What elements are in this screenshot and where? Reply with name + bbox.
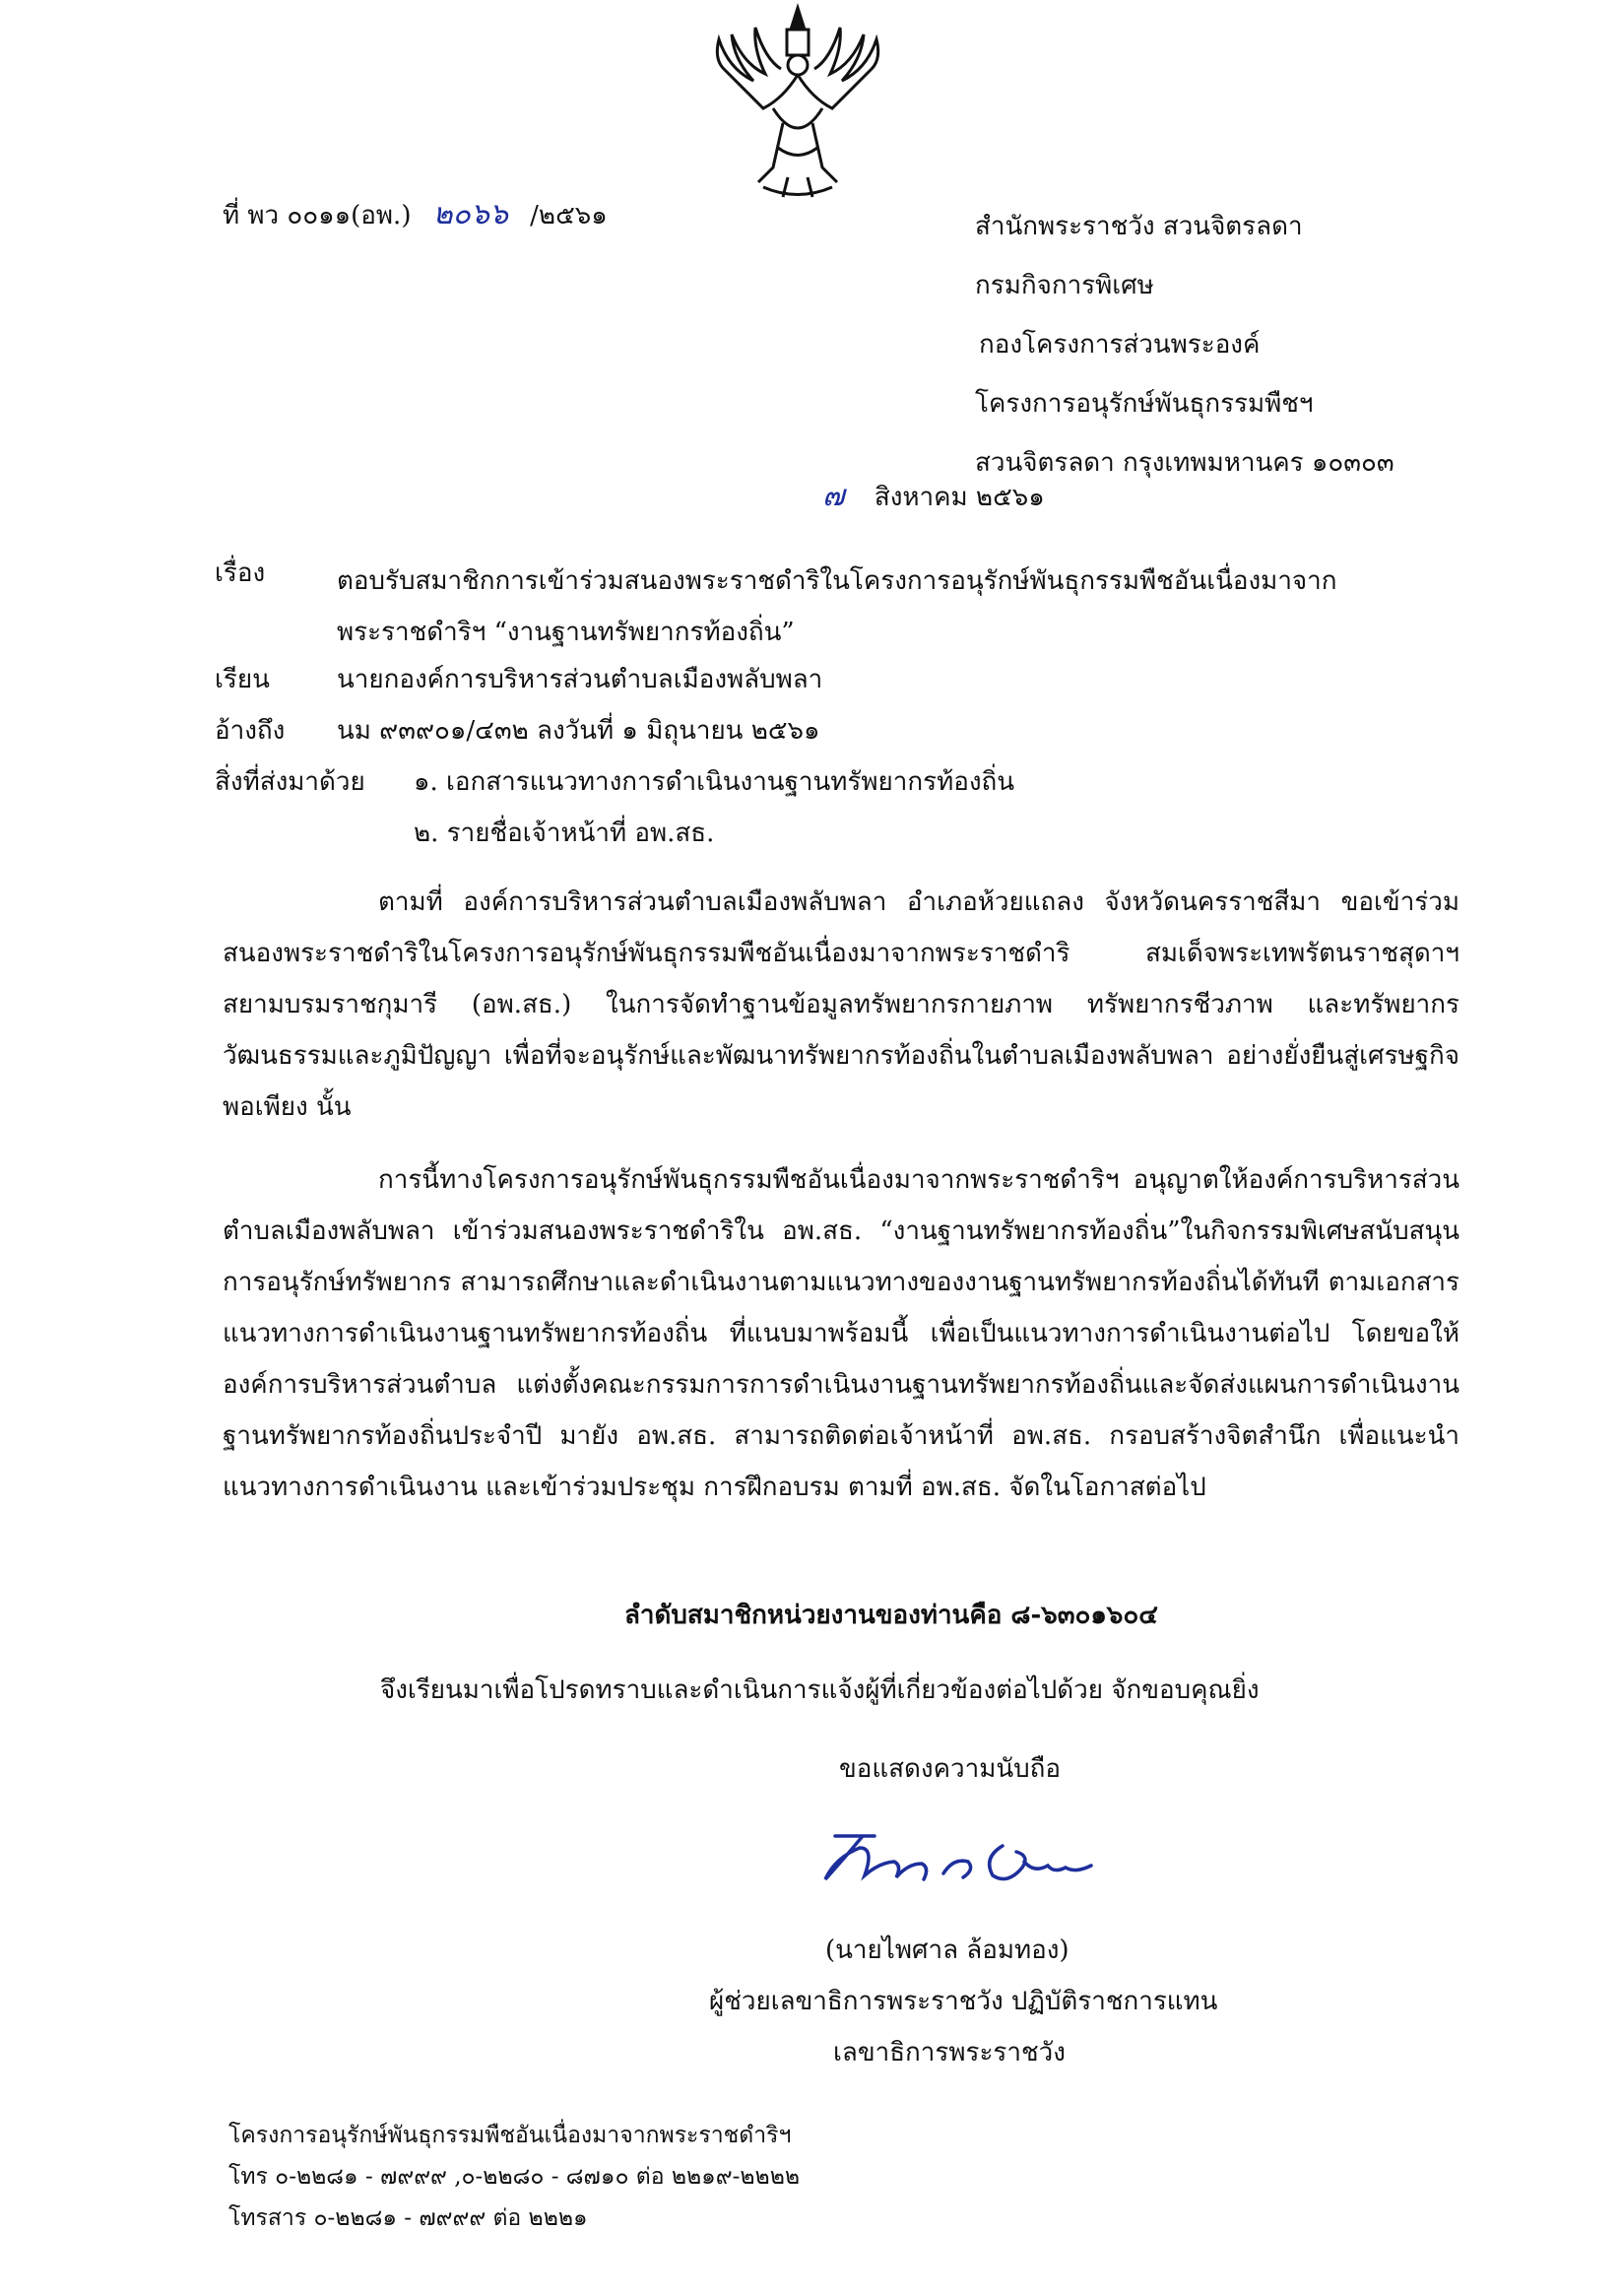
footer-phone: โทร ๐-๒๒๘๑ - ๗๙๙๙ ,๐-๒๒๘๐ - ๘๗๑๐ ต่อ ๒๒๑๙-๒๒๒๒ <box>228 2164 801 2190</box>
sender-line-5: สวนจิตรลดา กรุงเทพมหานคร ๑๐๓๐๓ <box>975 448 1394 478</box>
enclosure-item-1: ๑. เอกสารแนวทางการดำเนินงานฐานทรัพยากรท้องถิ่น <box>414 767 1015 797</box>
letter-date <box>822 479 1045 515</box>
reference-suffix: /๒๕๖๑ <box>530 201 608 230</box>
sender-line-4: โครงการอนุรักษ์พันธุกรรมพืชฯ <box>975 389 1314 419</box>
signer-name: (นายไพศาล ล้อมทอง) <box>825 1935 1070 1965</box>
reference-number <box>223 197 608 233</box>
subject-text <box>337 556 1337 658</box>
handwritten-reference-number: ๒๐๖๖ <box>432 197 508 231</box>
member-number-line: ลำดับสมาชิกหน่วยงานของท่านคือ ๘-๖๓๐๑๖๐๔ <box>624 1601 1158 1630</box>
handwritten-date-day: ๗ <box>822 479 845 513</box>
sender-line-3: กองโครงการส่วนพระองค์ <box>979 330 1261 360</box>
footer-fax: โทรสาร ๐-๒๒๘๑ - ๗๙๙๙ ต่อ ๒๒๒๑ <box>228 2205 588 2231</box>
reference-prefix: ที่ พว ๐๐๑๑(อพ.) <box>223 201 412 230</box>
reference-value: นม ๙๓๙๐๑/๔๓๒ ลงวันที่ ๑ มิถุนายน ๒๕๖๑ <box>337 716 820 746</box>
closing-request: จึงเรียนมาเพื่อโปรดทราบและดำเนินการแจ้งผู้ที่เกี่ยวข้องต่อไปด้วย จักขอบคุณยิ่ง <box>380 1675 1260 1705</box>
subject-label: เรื่อง <box>215 558 266 588</box>
enclosure-label: สิ่งที่ส่งมาด้วย <box>215 767 365 797</box>
recipient-value: นายกองค์การบริหารส่วนตำบลเมืองพลับพลา <box>337 665 823 694</box>
reference-label: อ้างถึง <box>215 716 286 746</box>
date-month-year: สิงหาคม ๒๕๖๑ <box>874 483 1045 512</box>
body-paragraph-1: ตามที่ องค์การบริหารส่วนตำบลเมืองพลับพลา อำเภอห้วยแถลง จังหวัดนครราชสีมา ขอเข้าร่วมสนองพระราชดำริในโครงการอนุรักษ์พันธุกรรมพืชอันเนื่องมาจากพระราชดำริ สมเด็จพระเทพรัตนราชสุดาฯ สยามบรมราชกุมารี (อพ.สธ.) ในการจัดทำฐานข้อมูลทรัพยากรกายภาพ ทรัพยากรชีวภาพ และทรัพยากรวัฒนธรรมและภูมิปัญญา เพื่อที่จะอนุรักษ์และพัฒนาทรัพยากรท้องถิ่นในตำบลเมืองพลับพลา อย่างยั่งยืนสู่เศรษฐกิจพอเพียง นั้น <box>223 887 1459 1122</box>
signature-mark <box>806 1818 1131 1907</box>
signer-title-2: เลขาธิการพระราชวัง <box>833 2038 1066 2067</box>
salutation: ขอแสดงความนับถือ <box>839 1754 1061 1784</box>
sender-line-2: กรมกิจการพิเศษ <box>975 271 1154 300</box>
sender-line-1: สำนักพระราชวัง สวนจิตรลดา <box>975 212 1303 241</box>
garuda-emblem-icon <box>704 0 891 207</box>
subject-line-1: ตอบรับสมาชิกการเข้าร่วมสนองพระราชดำริในโครงการอนุรักษ์พันธุกรรมพืชอันเนื่องมาจาก <box>337 566 1337 596</box>
footer-organization: โครงการอนุรักษ์พันธุกรรมพืชอันเนื่องมาจากพระราชดำริฯ <box>228 2123 792 2148</box>
enclosure-item-2: ๒. รายชื่อเจ้าหน้าที่ อพ.สธ. <box>414 819 715 848</box>
signer-title-1: ผู้ช่วยเลขาธิการพระราชวัง ปฏิบัติราชการแทน <box>709 1987 1218 2016</box>
subject-line-2: พระราชดำริฯ “งานฐานทรัพยากรท้องถิ่น” <box>337 618 795 647</box>
recipient-label: เรียน <box>215 665 270 694</box>
sender-address <box>975 197 1394 492</box>
body-paragraph-2: การนี้ทางโครงการอนุรักษ์พันธุกรรมพืชอันเนื่องมาจากพระราชดำริฯ อนุญาตให้องค์การบริหารส่วนตำบลเมืองพลับพลา เข้าร่วมสนองพระราชดำริใน อพ.สธ. “งานฐานทรัพยากรท้องถิ่น”ในกิจกรรมพิเศษสนับสนุนการอนุรักษ์ทรัพยากร สามารถศึกษาและดำเนินงานตามแนวทางของงานฐานทรัพยากรท้องถิ่นได้ทันที ตามเอกสารแนวทางการดำเนินงานฐานทรัพยากรท้องถิ่น ที่แนบมาพร้อมนี้ เพื่อเป็นแนวทางการดำเนินงานต่อไป โดยขอให้องค์การบริหารส่วนตำบล แต่งตั้งคณะกรรมการการดำเนินงานฐานทรัพยากรท้องถิ่นและจัดส่งแผนการดำเนินงานฐานทรัพยากรท้องถิ่นประจำปี มายัง อพ.สธ. สามารถติดต่อเจ้าหน้าที่ อพ.สธ. กรอบสร้างจิตสำนึก เพื่อแนะนำแนวทางการดำเนินงาน และเข้าร่วมประชุม การฝึกอบรม ตามที่ อพ.สธ. จัดในโอกาสต่อไป <box>223 1165 1459 1502</box>
